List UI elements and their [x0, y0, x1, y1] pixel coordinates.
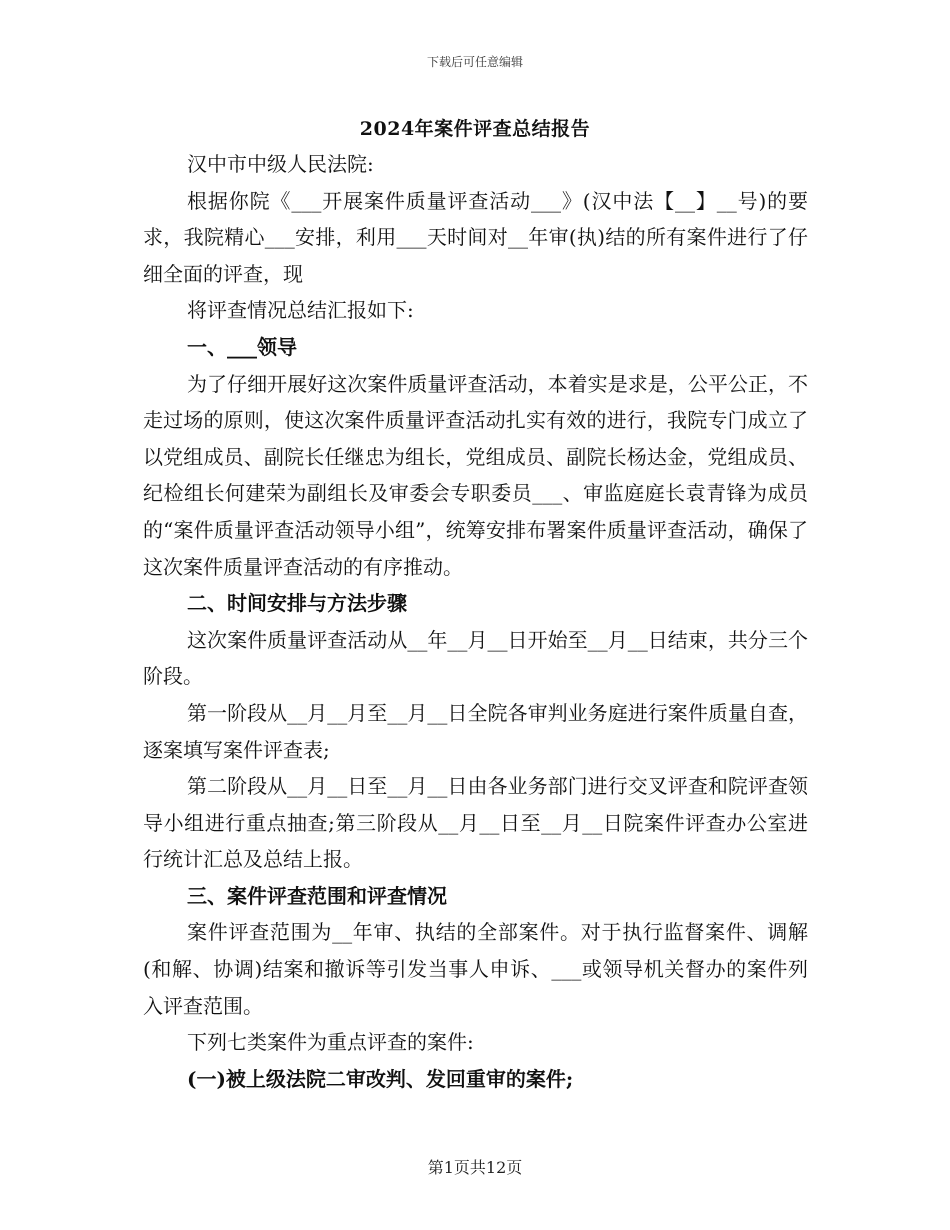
- section-heading: 二、时间安排与方法步骤: [187, 591, 407, 616]
- section-heading: 一、___领导: [187, 334, 297, 359]
- body-paragraph: 第二阶段从__月__日至__月__日由各业务部门进行交叉评查和院评查领导小组进行重点抽查;第三阶段从__月__日至__月__日院案件评查办公室进行统计汇总及总结上报。: [143, 774, 808, 872]
- body-paragraph: 将评查情况总结汇报如下:: [187, 298, 414, 323]
- document-title: 2024年案件评查总结报告: [359, 118, 591, 140]
- subsection-heading: (一)被上级法院二审改判、发回重审的案件;: [187, 1066, 574, 1091]
- page-number-footer: 第1页共12页: [427, 1158, 523, 1177]
- body-paragraph: 案件评查范围为__年审、执结的全部案件。对于执行监督案件、调解(和解、协调)结案和撤诉等引发当事人申诉、___或领导机关督办的案件列入评查范围。: [143, 920, 808, 1018]
- body-paragraph: 下列七类案件为重点评查的案件:: [187, 1030, 474, 1055]
- body-paragraph: 这次案件质量评查活动从__年__月__日开始至__月__日结束，共分三个阶段。: [143, 627, 808, 689]
- addressee-line: 汉中市中级人民法院:: [187, 152, 374, 176]
- body-paragraph: 根据你院《___开展案件质量评查活动___》(汉中法【__】__号)的要求，我院精心___安排，利用___天时间对__年审(执)结的所有案件进行了仔细全面的评查，现: [143, 188, 808, 286]
- section-heading: 三、案件评查范围和评查情况: [187, 883, 447, 908]
- document-body: [143, 146, 808, 1097]
- body-paragraph: 为了仔细开展好这次案件质量评查活动，本着实是求是，公平公正，不走过场的原则，使这次案件质量评查活动扎实有效的进行，我院专门成立了以党组成员、副院长任继忠为组长，党组成员、副院长杨达金，党组成员、纪检组长何建荣为副组长及审委会专职委员___、审监庭庭长袁青锋为成员的“案件质量评查活动领导小组”，统筹安排布署案件质量评查活动，确保了这次案件质量评查活动的有序推动。: [143, 371, 808, 579]
- page-header-note: 下载后可任意编辑: [426, 55, 523, 69]
- body-paragraph: 第一阶段从__月__月至__月__日全院各审判业务庭进行案件质量自查，逐案填写案件评查表;: [143, 700, 808, 762]
